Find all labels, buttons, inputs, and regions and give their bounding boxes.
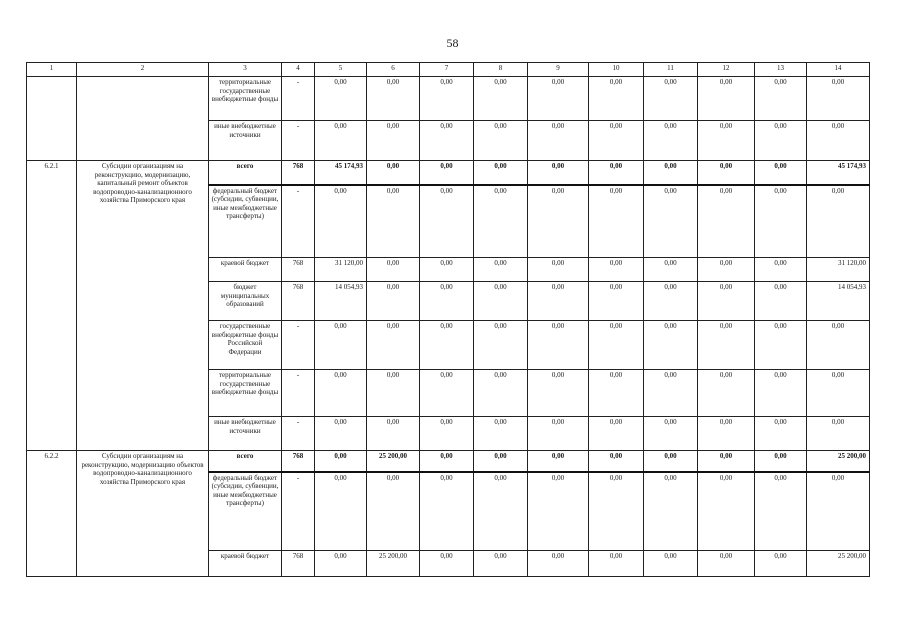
- item-code: 6.2.1: [27, 161, 77, 451]
- item-name: [77, 77, 209, 161]
- table-row: [27, 161, 870, 185]
- value-cell: 0,00: [528, 321, 589, 370]
- value-cell: 0,00: [755, 121, 807, 161]
- value-cell: 0,00: [315, 185, 367, 258]
- value-cell: 0,00: [474, 185, 528, 258]
- value-cell: 0,00: [807, 472, 870, 551]
- value-cell: 0,00: [698, 472, 755, 551]
- value-cell: 45 174,93: [315, 161, 367, 185]
- item-code: 6.2.2: [27, 451, 77, 577]
- value-cell: 14 054,93: [315, 282, 367, 321]
- value-cell: 0,00: [528, 258, 589, 282]
- value-cell: 0,00: [315, 121, 367, 161]
- value-cell: 0,00: [698, 370, 755, 417]
- value-cell: 0,00: [644, 472, 698, 551]
- column-header: 11: [644, 63, 698, 77]
- funding-source: бюджет муниципальных образований: [209, 282, 282, 321]
- value-cell: 0,00: [315, 77, 367, 121]
- value-cell: 0,00: [698, 258, 755, 282]
- value-cell: 0,00: [755, 417, 807, 451]
- funding-source: краевой бюджет: [209, 258, 282, 282]
- value-cell: 0,00: [755, 77, 807, 121]
- value-cell: 0,00: [528, 161, 589, 185]
- column-header: 9: [528, 63, 589, 77]
- value-cell: 0,00: [474, 321, 528, 370]
- value-cell: 0,00: [367, 258, 420, 282]
- budget-code: 768: [282, 258, 315, 282]
- value-cell: 25 200,00: [807, 451, 870, 472]
- value-cell: 0,00: [474, 551, 528, 577]
- value-cell: 0,00: [644, 77, 698, 121]
- value-cell: 0,00: [755, 551, 807, 577]
- budget-code: 768: [282, 551, 315, 577]
- budget-code: -: [282, 321, 315, 370]
- value-cell: 0,00: [474, 121, 528, 161]
- budget-code: -: [282, 417, 315, 451]
- value-cell: 0,00: [420, 551, 474, 577]
- column-header: 7: [420, 63, 474, 77]
- value-cell: 0,00: [420, 258, 474, 282]
- value-cell: 0,00: [589, 185, 644, 258]
- value-cell: 0,00: [474, 282, 528, 321]
- budget-code: 768: [282, 282, 315, 321]
- item-name: Субсидии организациям на реконструкцию, модернизацию объектов водопроводно-канализационного хозяйства Приморского края: [77, 451, 209, 577]
- value-cell: 0,00: [367, 161, 420, 185]
- value-cell: 0,00: [420, 121, 474, 161]
- value-cell: 0,00: [589, 161, 644, 185]
- value-cell: 0,00: [420, 370, 474, 417]
- value-cell: 31 120,00: [315, 258, 367, 282]
- budget-code: -: [282, 121, 315, 161]
- value-cell: 14 054,93: [807, 282, 870, 321]
- value-cell: 0,00: [420, 185, 474, 258]
- funding-source: иные внебюджетные источники: [209, 417, 282, 451]
- funding-source: иные внебюджетные источники: [209, 121, 282, 161]
- value-cell: 0,00: [644, 121, 698, 161]
- funding-source: всего: [209, 161, 282, 185]
- budget-code: 768: [282, 161, 315, 185]
- value-cell: 0,00: [474, 161, 528, 185]
- value-cell: 0,00: [644, 370, 698, 417]
- budget-code: -: [282, 370, 315, 417]
- value-cell: 0,00: [367, 185, 420, 258]
- value-cell: 0,00: [474, 258, 528, 282]
- value-cell: 0,00: [315, 451, 367, 472]
- value-cell: 0,00: [528, 451, 589, 472]
- value-cell: 0,00: [367, 417, 420, 451]
- value-cell: 0,00: [474, 472, 528, 551]
- value-cell: 0,00: [367, 370, 420, 417]
- value-cell: 0,00: [367, 282, 420, 321]
- column-header: 1: [27, 63, 77, 77]
- table-row: [27, 77, 870, 121]
- value-cell: 0,00: [698, 121, 755, 161]
- funding-source: федеральный бюджет (субсидии, субвенции, иные межбюджетные трансферты): [209, 185, 282, 258]
- column-header: 13: [755, 63, 807, 77]
- value-cell: 0,00: [644, 161, 698, 185]
- value-cell: 0,00: [698, 451, 755, 472]
- value-cell: 0,00: [698, 551, 755, 577]
- budget-code: -: [282, 185, 315, 258]
- value-cell: 0,00: [528, 185, 589, 258]
- value-cell: 0,00: [755, 370, 807, 417]
- value-cell: 0,00: [589, 321, 644, 370]
- value-cell: 0,00: [315, 472, 367, 551]
- value-cell: 0,00: [367, 321, 420, 370]
- value-cell: 0,00: [420, 321, 474, 370]
- header-row: [27, 63, 870, 77]
- value-cell: 0,00: [315, 321, 367, 370]
- value-cell: 0,00: [755, 451, 807, 472]
- value-cell: 25 200,00: [807, 551, 870, 577]
- value-cell: 45 174,93: [807, 161, 870, 185]
- column-header: 6: [367, 63, 420, 77]
- value-cell: 0,00: [367, 472, 420, 551]
- column-header: 5: [315, 63, 367, 77]
- value-cell: 0,00: [755, 185, 807, 258]
- budget-table: [26, 62, 870, 577]
- value-cell: 0,00: [528, 472, 589, 551]
- value-cell: 0,00: [698, 417, 755, 451]
- page-number: 58: [446, 36, 459, 50]
- value-cell: 0,00: [698, 282, 755, 321]
- value-cell: 0,00: [644, 417, 698, 451]
- value-cell: 0,00: [315, 551, 367, 577]
- value-cell: 0,00: [644, 185, 698, 258]
- item-code: [27, 77, 77, 161]
- value-cell: 0,00: [474, 370, 528, 417]
- value-cell: 0,00: [589, 451, 644, 472]
- value-cell: 0,00: [420, 451, 474, 472]
- value-cell: 0,00: [698, 321, 755, 370]
- column-header: 14: [807, 63, 870, 77]
- value-cell: 0,00: [644, 321, 698, 370]
- column-header: 4: [282, 63, 315, 77]
- value-cell: 0,00: [589, 472, 644, 551]
- value-cell: 0,00: [698, 77, 755, 121]
- value-cell: 0,00: [644, 282, 698, 321]
- value-cell: 0,00: [807, 321, 870, 370]
- value-cell: 0,00: [644, 551, 698, 577]
- funding-source: федеральный бюджет (субсидии, субвенции, иные межбюджетные трансферты): [209, 472, 282, 551]
- column-header: 2: [77, 63, 209, 77]
- column-header: 10: [589, 63, 644, 77]
- funding-source: краевой бюджет: [209, 551, 282, 577]
- value-cell: 31 120,00: [807, 258, 870, 282]
- value-cell: 0,00: [698, 161, 755, 185]
- value-cell: 0,00: [807, 77, 870, 121]
- value-cell: 0,00: [807, 417, 870, 451]
- value-cell: 0,00: [589, 551, 644, 577]
- value-cell: 0,00: [755, 258, 807, 282]
- value-cell: 0,00: [528, 417, 589, 451]
- value-cell: 0,00: [528, 121, 589, 161]
- value-cell: 0,00: [420, 282, 474, 321]
- value-cell: 0,00: [315, 370, 367, 417]
- funding-source: территориальные государственные внебюджетные фонды: [209, 77, 282, 121]
- value-cell: 0,00: [528, 551, 589, 577]
- item-name: Субсидии организациям на реконструкцию, модернизацию, капитальный ремонт объектов водопроводно-канализационного хозяйства Приморского края: [77, 161, 209, 451]
- value-cell: 0,00: [420, 77, 474, 121]
- table-row: [27, 451, 870, 472]
- value-cell: 0,00: [589, 282, 644, 321]
- value-cell: 0,00: [755, 321, 807, 370]
- value-cell: 0,00: [755, 472, 807, 551]
- value-cell: 0,00: [807, 121, 870, 161]
- value-cell: 0,00: [367, 121, 420, 161]
- funding-source: всего: [209, 451, 282, 472]
- budget-code: 768: [282, 451, 315, 472]
- value-cell: 0,00: [644, 258, 698, 282]
- value-cell: 0,00: [644, 451, 698, 472]
- budget-code: -: [282, 472, 315, 551]
- column-header: 8: [474, 63, 528, 77]
- value-cell: 0,00: [589, 370, 644, 417]
- value-cell: 0,00: [589, 417, 644, 451]
- value-cell: 0,00: [807, 370, 870, 417]
- value-cell: 0,00: [528, 77, 589, 121]
- value-cell: 0,00: [420, 472, 474, 551]
- value-cell: 0,00: [807, 185, 870, 258]
- funding-source: государственные внебюджетные фонды Российской Федерации: [209, 321, 282, 370]
- value-cell: 0,00: [420, 417, 474, 451]
- funding-source: территориальные государственные внебюджетные фонды: [209, 370, 282, 417]
- value-cell: 0,00: [420, 161, 474, 185]
- budget-code: -: [282, 77, 315, 121]
- value-cell: 0,00: [589, 77, 644, 121]
- column-header: 12: [698, 63, 755, 77]
- value-cell: 0,00: [474, 451, 528, 472]
- column-header: 3: [209, 63, 282, 77]
- value-cell: 0,00: [315, 417, 367, 451]
- value-cell: 0,00: [528, 282, 589, 321]
- value-cell: 25 200,00: [367, 551, 420, 577]
- value-cell: 0,00: [474, 77, 528, 121]
- value-cell: 25 200,00: [367, 451, 420, 472]
- value-cell: 0,00: [698, 185, 755, 258]
- value-cell: 0,00: [528, 370, 589, 417]
- value-cell: 0,00: [755, 161, 807, 185]
- value-cell: 0,00: [755, 282, 807, 321]
- value-cell: 0,00: [474, 417, 528, 451]
- value-cell: 0,00: [589, 258, 644, 282]
- value-cell: 0,00: [367, 77, 420, 121]
- value-cell: 0,00: [589, 121, 644, 161]
